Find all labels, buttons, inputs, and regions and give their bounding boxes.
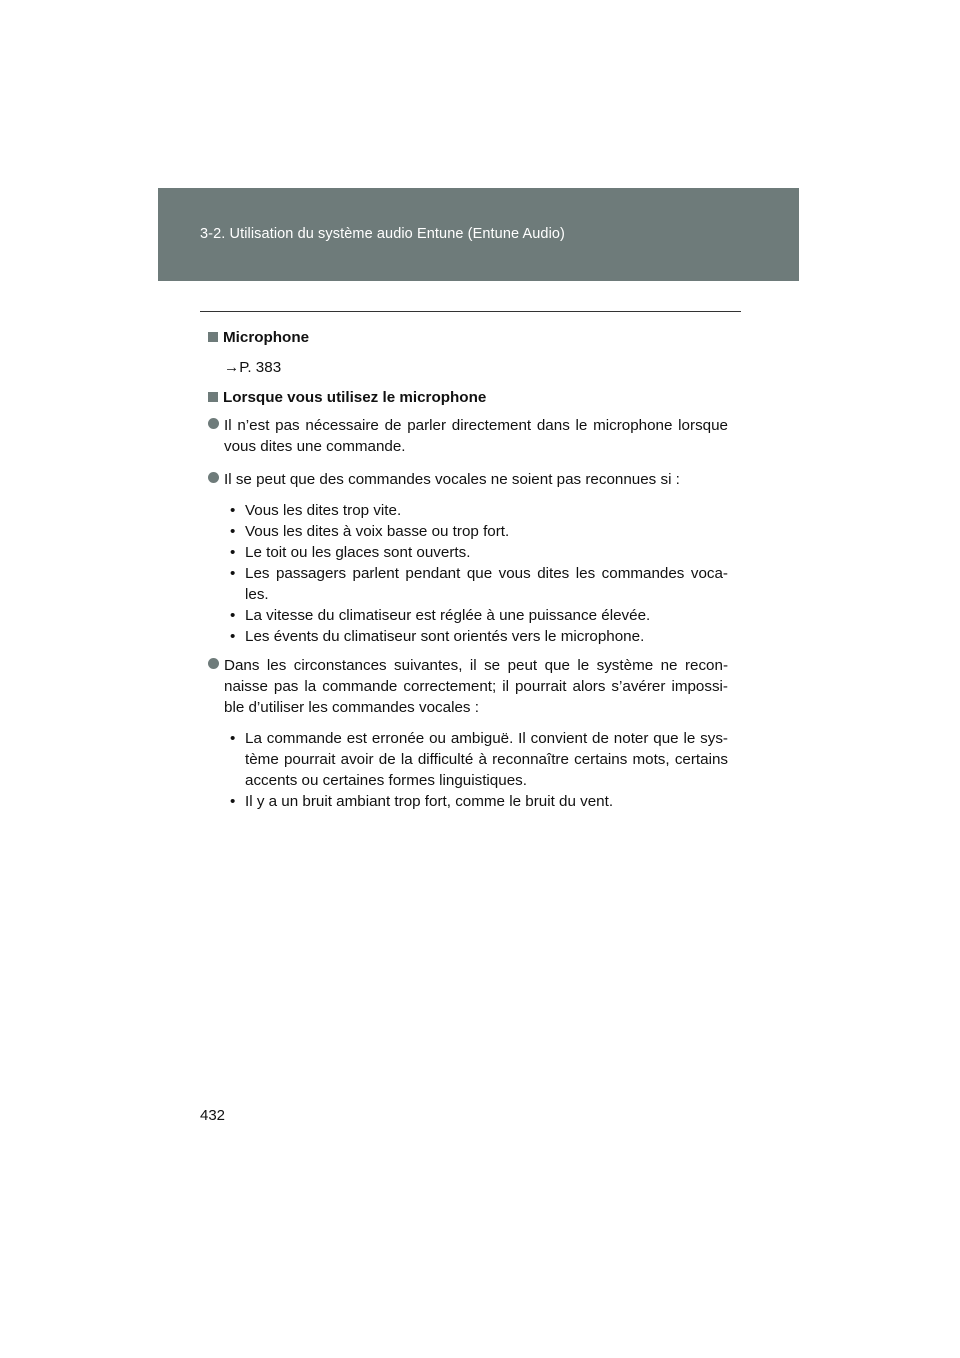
round-bullet-icon bbox=[208, 658, 219, 669]
bullet-glyph: • bbox=[230, 628, 236, 645]
bullet-glyph: • bbox=[230, 730, 236, 747]
bullet-glyph: • bbox=[230, 565, 236, 582]
square-bullet-icon bbox=[208, 392, 218, 402]
bullet-glyph: • bbox=[230, 502, 236, 519]
section-heading-microphone bbox=[208, 327, 728, 348]
heading-text: Microphone bbox=[223, 329, 310, 346]
page-reference-link[interactable]: →P. 383 bbox=[224, 359, 282, 376]
chapter-header-band bbox=[158, 188, 799, 281]
list-item: • Le toit ou les glaces sont ouverts. bbox=[230, 544, 471, 561]
sub-list bbox=[208, 728, 728, 812]
section-heading-using-microphone bbox=[208, 387, 728, 408]
bullet-glyph: • bbox=[230, 544, 236, 561]
point-text: Dans les circonstances suivantes, il se peut que le système ne recon-naisse pas la commande correctement; il pourrait alors s’avérer impossi-ble d’utiliser les commandes vocales : bbox=[224, 657, 728, 716]
list-item: • Les évents du climatiseur sont orientés vers le microphone. bbox=[230, 628, 645, 645]
round-bullet-icon bbox=[208, 472, 219, 483]
list-item: • Il y a un bruit ambiant trop fort, comme le bruit du vent. bbox=[230, 793, 614, 810]
point-item bbox=[208, 655, 728, 718]
chapter-header-title: 3-2. Utilisation du système audio Entune (Entune Audio) bbox=[200, 226, 565, 242]
bullet-glyph: • bbox=[230, 793, 236, 810]
list-item: • Vous les dites trop vite. bbox=[230, 502, 402, 519]
round-bullet-icon bbox=[208, 418, 219, 429]
point-item bbox=[208, 469, 728, 490]
square-bullet-icon bbox=[208, 332, 218, 342]
point-item bbox=[208, 415, 728, 457]
list-item: • Les passagers parlent pendant que vous dites les commandes voca-les. bbox=[230, 565, 728, 603]
sub-list bbox=[208, 500, 728, 647]
point-text: Il n’est pas nécessaire de parler directement dans le microphone lorsque vous dites une commande. bbox=[224, 417, 728, 455]
page-content bbox=[208, 327, 728, 820]
page-number: 432 bbox=[200, 1107, 226, 1124]
point-text: Il se peut que des commandes vocales ne soient pas reconnues si : bbox=[224, 471, 680, 488]
bullet-glyph: • bbox=[230, 523, 236, 540]
list-item: • Vous les dites à voix basse ou trop fort. bbox=[230, 523, 510, 540]
bullet-glyph: • bbox=[230, 607, 236, 624]
list-item: • La vitesse du climatiseur est réglée à une puissance élevée. bbox=[230, 607, 651, 624]
heading-text: Lorsque vous utilisez le microphone bbox=[223, 389, 487, 406]
section-divider bbox=[200, 311, 741, 312]
list-item: • La commande est erronée ou ambiguë. Il convient de noter que le sys-tème pourrait avoir de la difficulté à reconnaître certains mots, certains accents ou certaines formes linguistiques. bbox=[230, 730, 728, 789]
